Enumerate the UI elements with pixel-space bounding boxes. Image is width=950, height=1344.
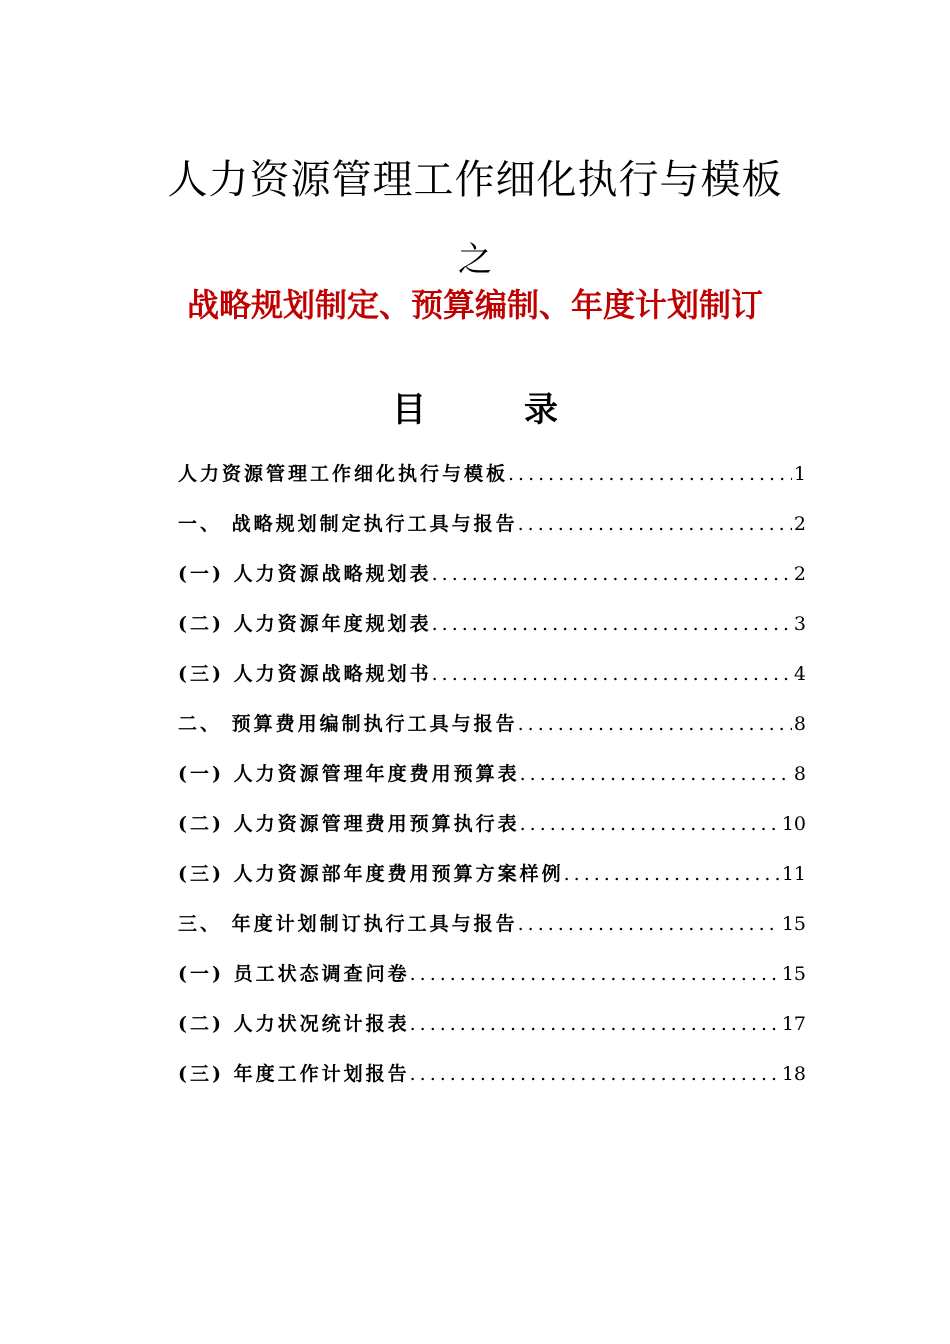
table-of-contents (178, 459, 806, 1109)
toc-leader-dots (410, 1063, 780, 1085)
toc-entry-label: (一) 人力资源管理年度费用预算表 (178, 763, 520, 785)
toc-entry-page: 15 (781, 913, 806, 935)
toc-entry[interactable] (178, 959, 806, 1009)
toc-entry[interactable] (178, 559, 806, 609)
toc-entry-page: 15 (781, 963, 806, 985)
toc-entry[interactable] (178, 859, 806, 909)
toc-leader-dots (520, 763, 792, 785)
toc-leader-dots (432, 613, 792, 635)
main-title: 人力资源管理工作细化执行与模板 (167, 157, 783, 203)
toc-leader-dots (410, 1013, 780, 1035)
toc-entry-label: (一) 人力资源战略规划表 (178, 563, 432, 585)
toc-entry[interactable] (178, 659, 806, 709)
toc-entry[interactable] (178, 459, 806, 509)
toc-entry-label: 二、 预算费用编制执行工具与报告 (178, 713, 518, 735)
toc-leader-dots (520, 813, 780, 835)
toc-entry[interactable] (178, 609, 806, 659)
toc-entry-page: 3 (793, 613, 806, 635)
toc-entry[interactable] (178, 759, 806, 809)
toc-leader-dots (432, 563, 792, 585)
toc-entry-page: 2 (793, 563, 806, 585)
toc-entry-page: 18 (781, 1063, 806, 1085)
toc-entry-label: 三、 年度计划制订执行工具与报告 (178, 913, 518, 935)
toc-entry-page: 10 (781, 813, 806, 835)
toc-entry-label: (二) 人力资源年度规划表 (178, 613, 432, 635)
toc-heading: 目 录 (392, 390, 590, 430)
toc-entry-page: 8 (793, 713, 806, 735)
toc-entry-page: 4 (793, 663, 806, 685)
toc-entry-label: (二) 人力资源管理费用预算执行表 (178, 813, 520, 835)
toc-entry-label: 人力资源管理工作细化执行与模板 (178, 463, 509, 485)
toc-leader-dots (508, 463, 792, 485)
toc-entry-page: 8 (793, 763, 806, 785)
connector-text: 之 (458, 240, 492, 280)
subtitle: 战略规划制定、预算编制、年度计划制订 (186, 286, 763, 324)
toc-leader-dots (410, 963, 780, 985)
toc-entry[interactable] (178, 509, 806, 559)
toc-entry-label: (三) 人力资源战略规划书 (178, 663, 432, 685)
toc-leader-dots (518, 913, 780, 935)
toc-entry-label: (三) 人力资源部年度费用预算方案样例 (178, 863, 564, 885)
toc-entry[interactable] (178, 1059, 806, 1109)
toc-leader-dots (518, 513, 792, 535)
toc-entry-page: 2 (793, 513, 806, 535)
toc-entry-label: 一、 战略规划制定执行工具与报告 (178, 513, 518, 535)
toc-entry-page: 11 (781, 863, 806, 885)
toc-leader-dots (564, 863, 780, 885)
toc-entry[interactable] (178, 909, 806, 959)
toc-leader-dots (518, 713, 792, 735)
toc-entry-label: (一) 员工状态调查问卷 (178, 963, 410, 985)
toc-entry-label: (三) 年度工作计划报告 (178, 1063, 410, 1085)
toc-entry[interactable] (178, 809, 806, 859)
toc-entry-label: (二) 人力状况统计报表 (178, 1013, 410, 1035)
toc-leader-dots (432, 663, 792, 685)
toc-entry[interactable] (178, 1009, 806, 1059)
toc-entry-page: 17 (781, 1013, 806, 1035)
toc-entry[interactable] (178, 709, 806, 759)
toc-entry-page: 1 (793, 463, 806, 485)
